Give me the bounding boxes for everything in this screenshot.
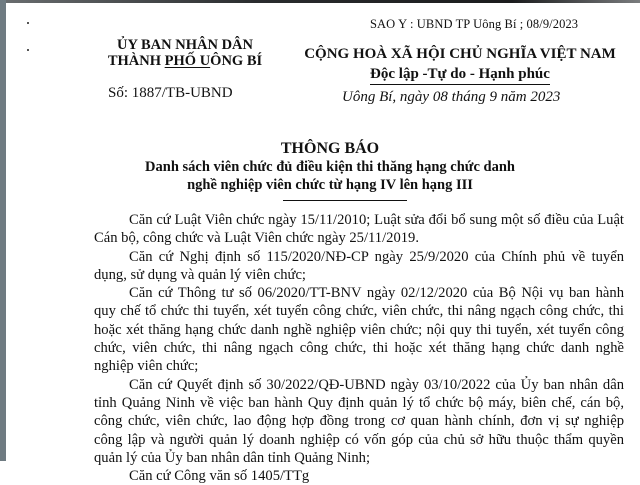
- paragraph: Căn cứ Quyết định số 30/2022/QĐ-UBND ngày 03/10/2022 của Ủy ban nhân dân tỉnh Quảng Ninh về việc ban hành Quy định quản lý tổ chức bộ máy, biên chế, cán bộ, công chức, viên chức, lao động hợp đồng trong cơ quan hành chính, đơn vị sự nghiệp công lập và người quản lý doanh nghiệp có vốn góp của chủ sở hữu thuộc thẩm quyền quản lý của Ủy ban nhân dân tỉnh Quảng Ninh;: [94, 376, 624, 466]
- issuer-line2-a: THÀNH: [107, 53, 165, 69]
- issuer-line1: ỦY BAN NHÂN DÂN: [116, 37, 253, 53]
- document-number: Số: 1887/TB-UBND: [108, 85, 233, 101]
- copy-stamp: SAO Y : UBND TP Uông Bí ; 08/9/2023: [370, 17, 579, 31]
- issuer-line2-underlined: PHỐ U: [164, 53, 211, 69]
- document-body: [94, 211, 624, 485]
- issuer-line2: [100, 53, 270, 69]
- issuer-line2-b: ÔNG BÍ: [210, 53, 263, 69]
- scan-speck: [27, 22, 29, 24]
- scan-speck: [27, 49, 29, 51]
- place-date: Uông Bí, ngày 08 tháng 9 năm 2023: [342, 89, 561, 105]
- national-header: [285, 44, 635, 85]
- paragraph: Căn cứ Luật Viên chức ngày 15/11/2010; Luật sửa đổi bổ sung một số điều của Luật Cán bộ, công chức và Luật Viên chức ngày 25/11/2019.: [94, 212, 624, 247]
- scan-top-edge: [0, 0, 640, 3]
- paragraph: Căn cứ Nghị định số 115/2020/NĐ-CP ngày 25/9/2020 của Chính phủ về tuyển dụng, sử dụng và quản lý viên chức;: [94, 248, 624, 283]
- document-title: [130, 140, 530, 194]
- title-heading: THÔNG BÁO: [280, 140, 380, 157]
- title-subtitle-2: nghề nghiệp viên chức từ hạng IV lên hạng III: [187, 177, 473, 193]
- issuer-header: [100, 37, 270, 69]
- national-title: CỘNG HOÀ XÃ HỘI CHỦ NGHĨA VIỆT NAM: [304, 46, 616, 62]
- national-motto: Độc lập -Tự do - Hạnh phúc: [370, 66, 550, 85]
- title-subtitle-1: Danh sách viên chức đủ điều kiện thi thăng hạng chức danh: [145, 159, 515, 175]
- scan-left-edge: [0, 0, 6, 461]
- paragraph: Căn cứ Công văn số 1405/TTg: [129, 468, 310, 485]
- title-divider: [283, 200, 407, 201]
- paragraph: Căn cứ Thông tư số 06/2020/TT-BNV ngày 02/12/2020 của Bộ Nội vụ ban hành quy chế tổ chức thi tuyển, xét tuyển công chức, viên chức, thi nâng ngạch công chức, thi hoặc xét thăng hạng chức danh nghề nghiệp viên chức; nội quy thi tuyển, xét tuyển công chức, viên chức, thi nâng ngạch công chức, thi hoặc xét thăng hạng chức danh nghề nghiệp viên chức;: [94, 285, 624, 375]
